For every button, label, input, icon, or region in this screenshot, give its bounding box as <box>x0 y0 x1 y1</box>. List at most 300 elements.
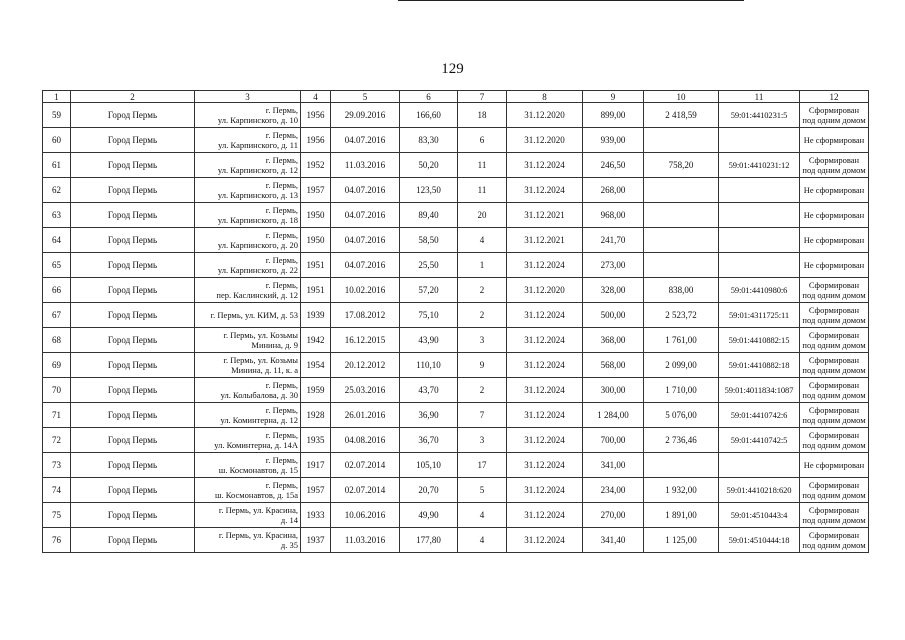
row-number-cell: 67 <box>43 303 71 328</box>
residents-count-cell: 3 <box>458 428 507 453</box>
status-line: под одним домом <box>802 290 866 300</box>
recognition-date-cell: 26.01.2016 <box>331 403 400 428</box>
address-line: г. Пермь, ул. Козьмы <box>223 355 298 365</box>
address-line: ш. Космонавтов, д. 15а <box>215 490 298 500</box>
recognition-date-cell: 10.02.2016 <box>331 278 400 303</box>
land-area-cell: 2 418,59 <box>644 103 719 128</box>
address-line: ул. Карпинского, д. 18 <box>217 215 298 225</box>
row-number-cell: 73 <box>43 453 71 478</box>
table-row <box>43 253 869 278</box>
area-cell: 25,50 <box>400 253 458 278</box>
municipality-cell: Город Пермь <box>71 528 195 553</box>
municipality-cell: Город Пермь <box>71 153 195 178</box>
year-built-cell: 1937 <box>301 528 331 553</box>
column-9-value-cell: 1 284,00 <box>583 403 644 428</box>
recognition-date-cell: 16.12.2015 <box>331 328 400 353</box>
land-plot-status-cell <box>800 478 869 503</box>
cadastral-number-cell: 59:01:4410231:12 <box>719 153 800 178</box>
recognition-date-cell: 20.12.2012 <box>331 353 400 378</box>
status-line: Сформирован <box>808 530 860 540</box>
address-line: г. Пермь, <box>265 180 298 190</box>
status-line: Сформирован <box>808 505 860 515</box>
table-row <box>43 103 869 128</box>
year-built-cell: 1952 <box>301 153 331 178</box>
address-line: ул. Карпинского, д. 13 <box>217 190 298 200</box>
relocation-deadline-cell: 31.12.2024 <box>507 353 583 378</box>
area-cell: 75,10 <box>400 303 458 328</box>
land-plot-status-cell <box>800 203 869 228</box>
year-built-cell: 1957 <box>301 478 331 503</box>
row-number-cell: 66 <box>43 278 71 303</box>
recognition-date-cell: 25.03.2016 <box>331 378 400 403</box>
area-cell: 49,90 <box>400 503 458 528</box>
relocation-deadline-cell: 31.12.2020 <box>507 278 583 303</box>
area-cell: 83,30 <box>400 128 458 153</box>
land-plot-status-cell <box>800 503 869 528</box>
address-cell <box>195 453 301 478</box>
table-row <box>43 128 869 153</box>
table-row <box>43 178 869 203</box>
status-line: Не сформирован <box>803 210 865 220</box>
municipality-cell: Город Пермь <box>71 203 195 228</box>
year-built-cell: 1950 <box>301 228 331 253</box>
area-cell: 110,10 <box>400 353 458 378</box>
address-line: Минина, д. 11, к. а <box>231 365 298 375</box>
address-line: ул. Коминтерна, д. 14А <box>214 440 298 450</box>
row-number-cell: 65 <box>43 253 71 278</box>
cadastral-number-cell <box>719 253 800 278</box>
land-area-cell <box>644 128 719 153</box>
column-header-7: 7 <box>458 91 507 103</box>
municipality-cell: Город Пермь <box>71 478 195 503</box>
residents-count-cell: 9 <box>458 353 507 378</box>
status-line: Не сформирован <box>803 260 865 270</box>
land-area-cell <box>644 253 719 278</box>
residents-count-cell: 4 <box>458 228 507 253</box>
header-row <box>43 91 869 103</box>
address-line: г. Пермь, <box>265 430 298 440</box>
relocation-deadline-cell: 31.12.2024 <box>507 528 583 553</box>
status-line: Сформирован <box>808 430 860 440</box>
address-cell <box>195 278 301 303</box>
relocation-deadline-cell: 31.12.2021 <box>507 203 583 228</box>
land-plot-status-cell <box>800 453 869 478</box>
residents-count-cell: 3 <box>458 328 507 353</box>
status-line: Сформирован <box>808 105 860 115</box>
column-9-value-cell: 234,00 <box>583 478 644 503</box>
cadastral-number-cell <box>719 178 800 203</box>
residents-count-cell: 7 <box>458 403 507 428</box>
recognition-date-cell: 04.07.2016 <box>331 203 400 228</box>
column-header-5: 5 <box>331 91 400 103</box>
address-line: г. Пермь, <box>265 280 298 290</box>
address-cell <box>195 503 301 528</box>
area-cell: 36,70 <box>400 428 458 453</box>
land-area-cell: 1 125,00 <box>644 528 719 553</box>
address-cell <box>195 178 301 203</box>
address-line: г. Пермь, ул. Красина, <box>218 530 298 540</box>
status-line: Сформирован <box>808 330 860 340</box>
recognition-date-cell: 04.07.2016 <box>331 178 400 203</box>
residents-count-cell: 17 <box>458 453 507 478</box>
land-area-cell <box>644 453 719 478</box>
table-row <box>43 278 869 303</box>
relocation-deadline-cell: 31.12.2020 <box>507 128 583 153</box>
recognition-date-cell: 29.09.2016 <box>331 103 400 128</box>
status-line: Сформирован <box>808 280 860 290</box>
relocation-deadline-cell: 31.12.2021 <box>507 228 583 253</box>
address-cell <box>195 303 301 328</box>
municipality-cell: Город Пермь <box>71 428 195 453</box>
table-row <box>43 153 869 178</box>
land-plot-status-cell <box>800 278 869 303</box>
recognition-date-cell: 04.07.2016 <box>331 253 400 278</box>
column-9-value-cell: 241,70 <box>583 228 644 253</box>
status-line: Не сформирован <box>803 460 865 470</box>
area-cell: 105,10 <box>400 453 458 478</box>
address-cell <box>195 353 301 378</box>
address-line: ул. Карпинского, д. 12 <box>217 165 298 175</box>
relocation-deadline-cell: 31.12.2024 <box>507 403 583 428</box>
status-line: под одним домом <box>802 440 866 450</box>
land-area-cell <box>644 203 719 228</box>
table-row <box>43 228 869 253</box>
relocation-deadline-cell: 31.12.2024 <box>507 253 583 278</box>
residents-count-cell: 2 <box>458 278 507 303</box>
recognition-date-cell: 02.07.2014 <box>331 453 400 478</box>
recognition-date-cell: 02.07.2014 <box>331 478 400 503</box>
year-built-cell: 1959 <box>301 378 331 403</box>
address-line: г. Пермь, <box>265 380 298 390</box>
row-number-cell: 72 <box>43 428 71 453</box>
area-cell: 50,20 <box>400 153 458 178</box>
land-plot-status-cell <box>800 228 869 253</box>
relocation-deadline-cell: 31.12.2024 <box>507 378 583 403</box>
column-header-8: 8 <box>507 91 583 103</box>
page-number: 129 <box>441 61 464 77</box>
cadastral-number-cell: 59:01:4510443:4 <box>719 503 800 528</box>
address-line: г. Пермь, <box>265 155 298 165</box>
cadastral-number-cell: 59:01:4410882:18 <box>719 353 800 378</box>
area-cell: 177,80 <box>400 528 458 553</box>
row-number-cell: 60 <box>43 128 71 153</box>
land-plot-status-cell <box>800 303 869 328</box>
land-plot-status-cell <box>800 328 869 353</box>
municipality-cell: Город Пермь <box>71 353 195 378</box>
status-line: под одним домом <box>802 165 866 175</box>
address-cell <box>195 403 301 428</box>
year-built-cell: 1939 <box>301 303 331 328</box>
year-built-cell: 1956 <box>301 128 331 153</box>
status-line: под одним домом <box>802 515 866 525</box>
address-line: ул. Карпинского, д. 11 <box>218 140 298 150</box>
column-header-11: 11 <box>719 91 800 103</box>
row-number-cell: 63 <box>43 203 71 228</box>
area-cell: 57,20 <box>400 278 458 303</box>
table-row <box>43 303 869 328</box>
land-plot-status-cell <box>800 128 869 153</box>
cadastral-number-cell: 59:01:4410218:620 <box>719 478 800 503</box>
land-plot-status-cell <box>800 103 869 128</box>
column-header-4: 4 <box>301 91 331 103</box>
area-cell: 123,50 <box>400 178 458 203</box>
row-number-cell: 68 <box>43 328 71 353</box>
residents-count-cell: 2 <box>458 303 507 328</box>
address-line: г. Пермь, <box>265 105 298 115</box>
cadastral-number-cell <box>719 128 800 153</box>
row-number-cell: 71 <box>43 403 71 428</box>
column-9-value-cell: 268,00 <box>583 178 644 203</box>
land-plot-status-cell <box>800 378 869 403</box>
status-line: Не сформирован <box>803 235 865 245</box>
recognition-date-cell: 04.07.2016 <box>331 128 400 153</box>
land-area-cell: 5 076,00 <box>644 403 719 428</box>
land-area-cell: 2 523,72 <box>644 303 719 328</box>
cadastral-number-cell: 59:01:4510444:18 <box>719 528 800 553</box>
residents-count-cell: 6 <box>458 128 507 153</box>
municipality-cell: Город Пермь <box>71 303 195 328</box>
relocation-deadline-cell: 31.12.2024 <box>507 503 583 528</box>
area-cell: 89,40 <box>400 203 458 228</box>
address-cell <box>195 153 301 178</box>
municipality-cell: Город Пермь <box>71 128 195 153</box>
status-line: Сформирован <box>808 355 860 365</box>
column-9-value-cell: 341,00 <box>583 453 644 478</box>
cadastral-number-cell: 59:01:4410742:6 <box>719 403 800 428</box>
land-plot-status-cell <box>800 353 869 378</box>
year-built-cell: 1950 <box>301 203 331 228</box>
column-header-12: 12 <box>800 91 869 103</box>
row-number-cell: 75 <box>43 503 71 528</box>
land-plot-status-cell <box>800 253 869 278</box>
column-9-value-cell: 899,00 <box>583 103 644 128</box>
table-body <box>43 103 869 553</box>
column-9-value-cell: 300,00 <box>583 378 644 403</box>
cadastral-number-cell <box>719 453 800 478</box>
area-cell: 166,60 <box>400 103 458 128</box>
address-cell <box>195 103 301 128</box>
table-row <box>43 478 869 503</box>
recognition-date-cell: 11.03.2016 <box>331 153 400 178</box>
residents-count-cell: 4 <box>458 503 507 528</box>
address-line: ул. Колыбалова, д. 30 <box>220 390 298 400</box>
row-number-cell: 64 <box>43 228 71 253</box>
table-row <box>43 528 869 553</box>
address-line: г. Пермь, <box>265 405 298 415</box>
cadastral-number-cell: 59:01:4410980:6 <box>719 278 800 303</box>
area-cell: 58,50 <box>400 228 458 253</box>
column-header-1: 1 <box>43 91 71 103</box>
row-number-cell: 62 <box>43 178 71 203</box>
address-line: ул. Карпинского, д. 20 <box>217 240 298 250</box>
column-header-6: 6 <box>400 91 458 103</box>
column-9-value-cell: 328,00 <box>583 278 644 303</box>
land-area-cell: 1 710,00 <box>644 378 719 403</box>
cadastral-number-cell <box>719 228 800 253</box>
year-built-cell: 1935 <box>301 428 331 453</box>
land-area-cell: 2 099,00 <box>644 353 719 378</box>
row-number-cell: 59 <box>43 103 71 128</box>
recognition-date-cell: 17.08.2012 <box>331 303 400 328</box>
table-row <box>43 428 869 453</box>
area-cell: 20,70 <box>400 478 458 503</box>
year-built-cell: 1933 <box>301 503 331 528</box>
status-line: Сформирован <box>808 405 860 415</box>
year-built-cell: 1917 <box>301 453 331 478</box>
municipality-cell: Город Пермь <box>71 328 195 353</box>
residents-count-cell: 4 <box>458 528 507 553</box>
land-area-cell: 758,20 <box>644 153 719 178</box>
residents-count-cell: 11 <box>458 153 507 178</box>
recognition-date-cell: 04.07.2016 <box>331 228 400 253</box>
status-line: Сформирован <box>808 155 860 165</box>
land-plot-status-cell <box>800 178 869 203</box>
row-number-cell: 61 <box>43 153 71 178</box>
cadastral-number-cell: 59:01:4410882:15 <box>719 328 800 353</box>
address-line: г. Пермь, <box>265 130 298 140</box>
recognition-date-cell: 04.08.2016 <box>331 428 400 453</box>
row-number-cell: 76 <box>43 528 71 553</box>
year-built-cell: 1956 <box>301 103 331 128</box>
column-9-value-cell: 368,00 <box>583 328 644 353</box>
land-plot-status-cell <box>800 403 869 428</box>
row-number-cell: 70 <box>43 378 71 403</box>
municipality-cell: Город Пермь <box>71 403 195 428</box>
municipality-cell: Город Пермь <box>71 378 195 403</box>
land-area-cell: 838,00 <box>644 278 719 303</box>
column-9-value-cell: 968,00 <box>583 203 644 228</box>
column-9-value-cell: 270,00 <box>583 503 644 528</box>
municipality-cell: Город Пермь <box>71 178 195 203</box>
address-line: ул. Коминтерна, д. 12 <box>220 415 298 425</box>
address-cell <box>195 253 301 278</box>
relocation-deadline-cell: 31.12.2024 <box>507 453 583 478</box>
status-line: под одним домом <box>802 490 866 500</box>
address-line: г. Пермь, ул. Козьмы <box>223 330 298 340</box>
municipality-cell: Город Пермь <box>71 453 195 478</box>
status-line: Сформирован <box>808 380 860 390</box>
address-line: д. 14 <box>280 515 298 525</box>
relocation-deadline-cell: 31.12.2024 <box>507 328 583 353</box>
status-line: под одним домом <box>802 415 866 425</box>
municipality-cell: Город Пермь <box>71 503 195 528</box>
land-plot-status-cell <box>800 153 869 178</box>
land-plot-status-cell <box>800 528 869 553</box>
land-area-cell <box>644 228 719 253</box>
column-header-9: 9 <box>583 91 644 103</box>
address-cell <box>195 328 301 353</box>
area-cell: 36,90 <box>400 403 458 428</box>
relocation-deadline-cell: 31.12.2020 <box>507 103 583 128</box>
address-line: д. 35 <box>280 540 298 550</box>
relocation-deadline-cell: 31.12.2024 <box>507 303 583 328</box>
table-row <box>43 378 869 403</box>
table-row <box>43 353 869 378</box>
address-cell <box>195 228 301 253</box>
table-row <box>43 403 869 428</box>
cadastral-number-cell <box>719 203 800 228</box>
relocation-deadline-cell: 31.12.2024 <box>507 428 583 453</box>
column-9-value-cell: 246,50 <box>583 153 644 178</box>
residents-count-cell: 20 <box>458 203 507 228</box>
status-line: под одним домом <box>802 540 866 550</box>
address-line: ул. Карпинского, д. 10 <box>217 115 298 125</box>
year-built-cell: 1954 <box>301 353 331 378</box>
cadastral-number-cell: 59:01:4410231:5 <box>719 103 800 128</box>
land-area-cell: 1 761,00 <box>644 328 719 353</box>
address-line: г. Пермь, <box>265 455 298 465</box>
address-line: г. Пермь, <box>265 480 298 490</box>
address-cell <box>195 378 301 403</box>
table-row <box>43 503 869 528</box>
year-built-cell: 1942 <box>301 328 331 353</box>
address-cell <box>195 478 301 503</box>
cadastral-number-cell: 59:01:4011834:1087 <box>719 378 800 403</box>
row-number-cell: 74 <box>43 478 71 503</box>
status-line: Не сформирован <box>803 135 865 145</box>
column-9-value-cell: 568,00 <box>583 353 644 378</box>
address-line: г. Пермь, <box>265 230 298 240</box>
address-cell <box>195 428 301 453</box>
column-9-value-cell: 273,00 <box>583 253 644 278</box>
status-line: Сформирован <box>808 305 860 315</box>
status-line: под одним домом <box>802 340 866 350</box>
area-cell: 43,70 <box>400 378 458 403</box>
status-line: под одним домом <box>802 115 866 125</box>
land-area-cell: 1 932,00 <box>644 478 719 503</box>
status-line: Сформирован <box>808 480 860 490</box>
residents-count-cell: 18 <box>458 103 507 128</box>
land-plot-status-cell <box>800 428 869 453</box>
address-line: Минина, д. 9 <box>251 340 298 350</box>
year-built-cell: 1951 <box>301 253 331 278</box>
year-built-cell: 1951 <box>301 278 331 303</box>
column-header-2: 2 <box>71 91 195 103</box>
land-area-cell: 2 736,46 <box>644 428 719 453</box>
municipality-cell: Город Пермь <box>71 278 195 303</box>
land-area-cell <box>644 178 719 203</box>
relocation-deadline-cell: 31.12.2024 <box>507 178 583 203</box>
column-9-value-cell: 341,40 <box>583 528 644 553</box>
municipality-cell: Город Пермь <box>71 253 195 278</box>
land-area-cell: 1 891,00 <box>644 503 719 528</box>
year-built-cell: 1957 <box>301 178 331 203</box>
status-line: под одним домом <box>802 390 866 400</box>
column-9-value-cell: 700,00 <box>583 428 644 453</box>
table-row <box>43 453 869 478</box>
relocation-deadline-cell: 31.12.2024 <box>507 478 583 503</box>
recognition-date-cell: 10.06.2016 <box>331 503 400 528</box>
address-line: г. Пермь, ул. Красина, <box>218 505 298 515</box>
area-cell: 43,90 <box>400 328 458 353</box>
table-row <box>43 203 869 228</box>
address-line: ш. Космонавтов, д. 15 <box>218 465 298 475</box>
top-rule <box>398 0 744 1</box>
address-line: г. Пермь, <box>265 205 298 215</box>
recognition-date-cell: 11.03.2016 <box>331 528 400 553</box>
column-9-value-cell: 939,00 <box>583 128 644 153</box>
address-cell <box>195 528 301 553</box>
status-line: под одним домом <box>802 315 866 325</box>
address-line: г. Пермь, <box>265 255 298 265</box>
residents-count-cell: 1 <box>458 253 507 278</box>
address-cell <box>195 128 301 153</box>
table-row <box>43 328 869 353</box>
status-line: Не сформирован <box>803 185 865 195</box>
residents-count-cell: 11 <box>458 178 507 203</box>
column-header-3: 3 <box>195 91 301 103</box>
row-number-cell: 69 <box>43 353 71 378</box>
